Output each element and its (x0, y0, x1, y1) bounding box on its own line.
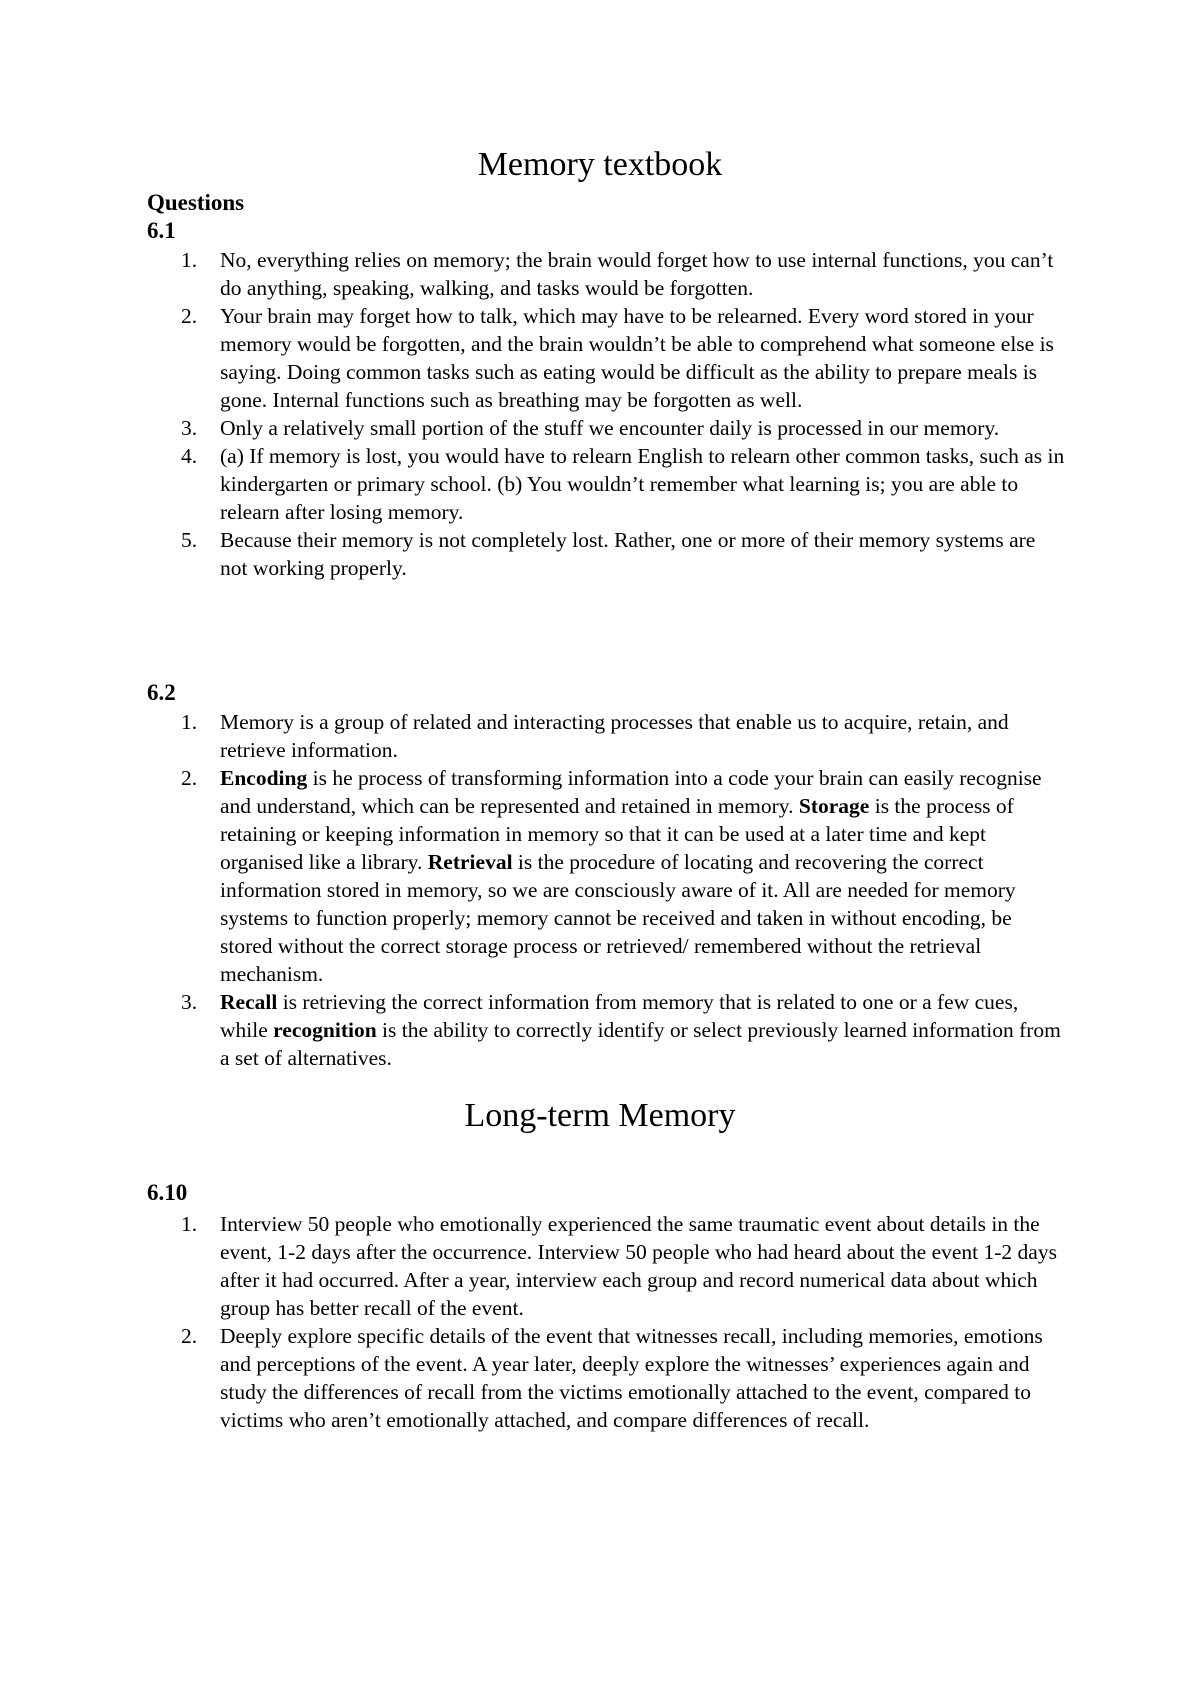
item-text: Memory is a group of related and interacting processes that enable us to acquire, retain, and retrieve information. (220, 710, 1009, 762)
question-list-6-10 (147, 1210, 1067, 1434)
item-text: Because their memory is not completely lost. Rather, one or more of their memory systems are not working properly. (220, 528, 1036, 580)
term-recall: Recall (220, 990, 278, 1014)
question-list-6-1 (147, 246, 1067, 582)
item-number: 4. (181, 444, 198, 468)
term-encoding: Encoding (220, 766, 308, 790)
list-item (147, 1210, 1067, 1322)
list-item (147, 764, 1067, 988)
list-item (147, 442, 1067, 526)
item-number: 3. (181, 416, 198, 440)
document-title: Memory textbook (477, 146, 723, 183)
item-text: Your brain may forget how to talk, which may have to be relearned. Every word stored in your memory would be forgotten, and the brain wouldn’t be able to comprehend what someone else is saying. Doing common tasks such as eating would be difficult as the ability to prepare meals is gone. Internal functions such as breathing may be forgotten as well. (220, 304, 1054, 412)
item-text: Deeply explore specific details of the event that witnesses recall, including memories, emotions and perceptions of the event. A year later, deeply explore the witnesses’ experiences again and study the differences of recall from the victims emotionally attached to the event, compared to victims who aren’t emotionally attached, and compare differences of recall. (220, 1324, 1043, 1432)
list-item (147, 302, 1067, 414)
item-text: Only a relatively small portion of the stuff we encounter daily is processed in our memory. (220, 416, 1000, 440)
section-heading-6-2: 6.2 (147, 680, 176, 705)
item-text (220, 990, 1061, 1070)
question-list-6-2 (147, 708, 1067, 1072)
item-number: 3. (181, 990, 198, 1014)
term-retrieval: Retrieval (427, 850, 513, 874)
retrieval-definition: is the procedure of locating and recovering the correct information stored in memory, so we are consciously aware of it. All are needed for memory systems to function properly; memory cannot be received and taken in without encoding, be stored without the correct storage process or retrieved/ remembered without the retrieval mechanism. (220, 850, 1016, 986)
item-number: 2. (181, 766, 198, 790)
list-item (147, 708, 1067, 764)
storage-definition: is the process of retaining or keeping information in memory so that it can be used at a later time and kept organised like a library. (220, 794, 1014, 874)
item-number: 1. (181, 710, 198, 734)
item-number: 5. (181, 528, 198, 552)
item-number: 2. (181, 1324, 198, 1348)
item-text: Interview 50 people who emotionally experienced the same traumatic event about details in the event, 1-2 days after the occurrence. Interview 50 people who had heard about the event 1-2 days after it had occurred. After a year, interview each group and record numerical data about which group has better recall of the event. (220, 1212, 1057, 1320)
questions-heading: Questions (147, 190, 245, 215)
item-text: No, everything relies on memory; the brain would forget how to use internal functions, you can’t do anything, speaking, walking, and tasks would be forgotten. (220, 248, 1054, 300)
item-number: 2. (181, 304, 198, 328)
item-text (220, 766, 1042, 986)
list-item (147, 414, 1067, 442)
item-number: 1. (181, 1212, 198, 1236)
long-term-memory-title: Long-term Memory (464, 1097, 736, 1134)
recognition-definition: is the ability to correctly identify or select previously learned information from a set of alternatives. (220, 1018, 1061, 1070)
list-item (147, 988, 1067, 1072)
item-number: 1. (181, 248, 198, 272)
section-heading-6-1: 6.1 (147, 218, 176, 243)
list-item (147, 246, 1067, 302)
section-heading-6-10: 6.10 (147, 1180, 188, 1205)
encoding-definition: is he process of transforming information into a code your brain can easily recognise and understand, which can be represented and retained in memory. (220, 766, 1042, 818)
list-item (147, 526, 1067, 582)
item-text: (a) If memory is lost, you would have to relearn English to relearn other common tasks, such as in kindergarten or primary school. (b) You wouldn’t remember what learning is; you are able to relearn after losing memory. (220, 444, 1065, 524)
term-storage: Storage (798, 794, 870, 818)
recall-definition: is retrieving the correct information from memory that is related to one or a few cues, while (220, 990, 1019, 1042)
list-item (147, 1322, 1067, 1434)
term-recognition: recognition (273, 1018, 377, 1042)
